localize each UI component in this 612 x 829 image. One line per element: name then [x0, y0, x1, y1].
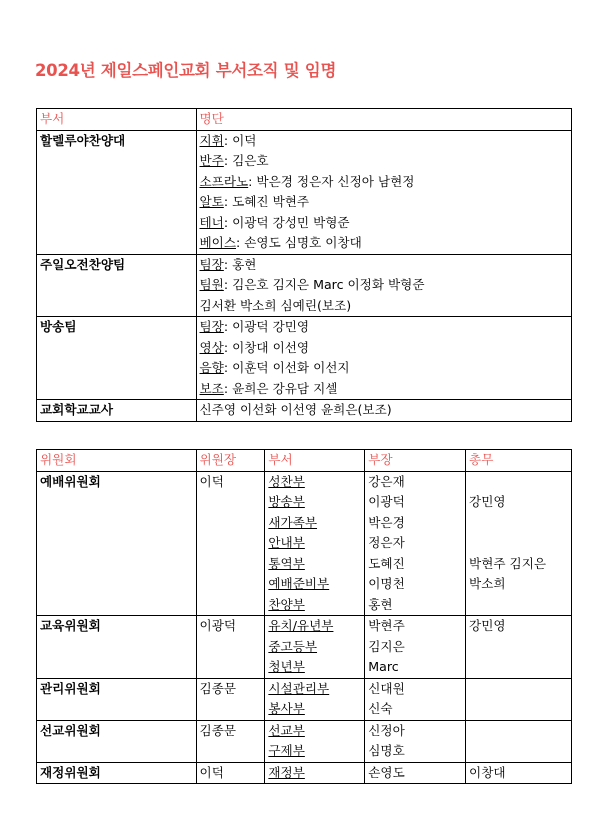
committee-heads — [365, 678, 466, 720]
committee-depts — [265, 720, 365, 762]
secretary-spacer — [469, 472, 571, 493]
role-members: : 이훈덕 이선화 이선지 — [223, 360, 350, 375]
role-label: 음향 — [199, 360, 224, 375]
header-dept: 부서 — [37, 109, 197, 131]
header-head: 부장 — [365, 450, 466, 472]
dept-name: 새가족부 — [268, 514, 318, 530]
committee-row — [37, 762, 572, 784]
role-label: 베이스 — [199, 235, 236, 250]
ministry-name: 방송팀 — [37, 317, 197, 400]
committee-chair: 이덕 — [196, 471, 265, 616]
dept-name: 통역부 — [268, 555, 305, 571]
roster-line — [200, 131, 572, 152]
ministry-roster — [196, 400, 572, 422]
committee-row — [37, 471, 572, 616]
roster-line — [200, 172, 572, 193]
secretary-name: 강민영 — [469, 618, 506, 633]
committee-name: 예배위원회 — [37, 471, 197, 616]
committee-depts — [265, 616, 365, 679]
ministry-roster — [196, 130, 572, 254]
secretary-spacer — [469, 533, 571, 554]
dept-name: 봉사부 — [268, 701, 305, 716]
dept-name: 청년부 — [268, 659, 305, 674]
dept-head: 신정아 — [368, 722, 405, 738]
role-members: : 김은호 김지은 Marc 이정화 박형준 — [223, 277, 425, 292]
ministry-row — [37, 254, 572, 317]
dept-head: 이명천 — [368, 576, 405, 591]
role-label: 테너 — [199, 214, 224, 230]
dept-head: 김지은 — [368, 638, 405, 654]
dept-head: 손영도 — [368, 764, 405, 780]
dept-head: 신숙 — [368, 701, 393, 716]
dept-head: 박현주 — [368, 618, 405, 633]
dept-head: Marc — [368, 659, 399, 674]
ministry-name: 할렐루야찬양대 — [37, 130, 197, 254]
ministries-body — [37, 130, 572, 421]
roster-line — [200, 296, 572, 317]
role-label: 팀장 — [199, 319, 224, 334]
role-members: 김서환 박소희 심예린(보조) — [199, 297, 352, 313]
dept-name: 안내부 — [268, 535, 305, 550]
header-roster: 명단 — [196, 109, 572, 131]
dept-head: 홍현 — [368, 596, 393, 612]
committee-row — [37, 616, 572, 679]
roster-line — [200, 317, 572, 338]
committee-heads — [365, 720, 466, 762]
header-dept: 부서 — [265, 450, 365, 472]
role-members: : 홍현 — [223, 256, 257, 272]
ministry-row — [37, 130, 572, 254]
committee-depts — [265, 762, 365, 784]
dept-head: 심명호 — [368, 743, 405, 758]
dept-name: 구제부 — [268, 743, 305, 758]
ministries-header-row — [37, 109, 572, 131]
role-members: : 이광덕 강성민 박형준 — [223, 214, 350, 230]
committee-chair: 이광덕 — [196, 616, 265, 679]
dept-name: 유치/유년부 — [268, 618, 334, 633]
roster-line — [200, 255, 572, 276]
dept-head: 이광덕 — [368, 494, 405, 509]
committee-secretary — [466, 616, 572, 679]
role-label: 보조 — [199, 380, 224, 396]
role-label: 팀장 — [199, 256, 224, 272]
dept-name: 시설관리부 — [268, 680, 330, 696]
roster-line — [200, 275, 572, 296]
committee-row — [37, 720, 572, 762]
dept-name: 재정부 — [268, 764, 305, 780]
dept-head: 신대원 — [368, 680, 405, 696]
dept-name: 중고등부 — [268, 638, 318, 654]
role-members: : 도혜진 박현주 — [223, 194, 310, 209]
dept-name: 예배준비부 — [268, 576, 330, 591]
secretary-spacer — [469, 513, 571, 534]
committee-chair: 이덕 — [196, 762, 265, 784]
role-members: : 손영도 심명호 이창대 — [236, 235, 362, 250]
header-committee: 위원회 — [37, 450, 197, 472]
committee-heads — [365, 762, 466, 784]
committee-secretary — [466, 762, 572, 784]
role-members: : 박은경 정은자 신정아 남현정 — [248, 173, 415, 189]
secretary-name: 이창대 — [469, 764, 506, 780]
roster-line — [200, 338, 572, 359]
ministries-table — [36, 108, 572, 422]
committee-name: 관리위원회 — [37, 678, 197, 720]
ministry-name: 주일오전찬양팀 — [37, 254, 197, 317]
role-members: : 이덕 — [223, 132, 257, 148]
committee-secretary — [466, 678, 572, 720]
committee-depts — [265, 471, 365, 616]
role-members: : 이창대 이선영 — [223, 339, 310, 355]
committee-chair: 김종문 — [196, 720, 265, 762]
ministry-row — [37, 400, 572, 422]
role-label: 지휘 — [199, 132, 224, 148]
role-members: : 이광덕 강민영 — [223, 319, 310, 334]
role-members: 신주영 이선화 이선영 윤희은(보조) — [199, 402, 392, 417]
secretary-name: 박소희 — [469, 576, 506, 591]
committee-secretary — [466, 720, 572, 762]
roster-line — [200, 151, 572, 172]
committee-name: 선교위원회 — [37, 720, 197, 762]
header-chair: 위원장 — [196, 450, 265, 472]
roster-line — [200, 379, 572, 400]
role-label: 소프라노 — [199, 173, 249, 189]
committees-table — [36, 449, 572, 784]
ministry-name: 교회학교교사 — [37, 400, 197, 422]
roster-line — [200, 400, 572, 421]
dept-name: 성찬부 — [268, 473, 305, 489]
dept-name: 방송부 — [268, 494, 305, 509]
role-label: 알토 — [199, 194, 224, 209]
secretary-name: 박현주 김지은 — [469, 555, 547, 571]
ministry-row — [37, 317, 572, 400]
roster-line — [200, 233, 572, 254]
ministry-roster — [196, 254, 572, 317]
roster-line — [200, 192, 572, 213]
role-label: 팀원 — [199, 277, 224, 292]
roster-line — [200, 213, 572, 234]
dept-head: 정은자 — [368, 535, 405, 550]
role-members: : 윤희은 강유담 지셀 — [223, 380, 338, 396]
committee-name: 교육위원회 — [37, 616, 197, 679]
secretary-name: 강민영 — [469, 494, 506, 509]
committee-heads — [365, 471, 466, 616]
dept-head: 도혜진 — [368, 555, 405, 571]
role-label: 영상 — [199, 339, 224, 355]
committee-name: 재정위원회 — [37, 762, 197, 784]
committees-body — [37, 471, 572, 784]
committees-header-row — [37, 450, 572, 472]
ministry-roster — [196, 317, 572, 400]
page-title: 2024년 제일스페인교회 부서조직 및 임명 — [35, 61, 337, 80]
dept-head: 박은경 — [368, 514, 405, 530]
committee-chair: 김종문 — [196, 678, 265, 720]
role-label: 반주 — [199, 153, 224, 168]
roster-line — [200, 358, 572, 379]
committee-row — [37, 678, 572, 720]
role-members: : 김은호 — [223, 153, 269, 168]
committee-heads — [365, 616, 466, 679]
committee-secretary — [466, 471, 572, 616]
header-secretary: 총무 — [466, 450, 572, 472]
committee-depts — [265, 678, 365, 720]
dept-head: 강은재 — [368, 473, 405, 489]
dept-name: 찬양부 — [268, 596, 305, 612]
dept-name: 선교부 — [268, 722, 305, 738]
